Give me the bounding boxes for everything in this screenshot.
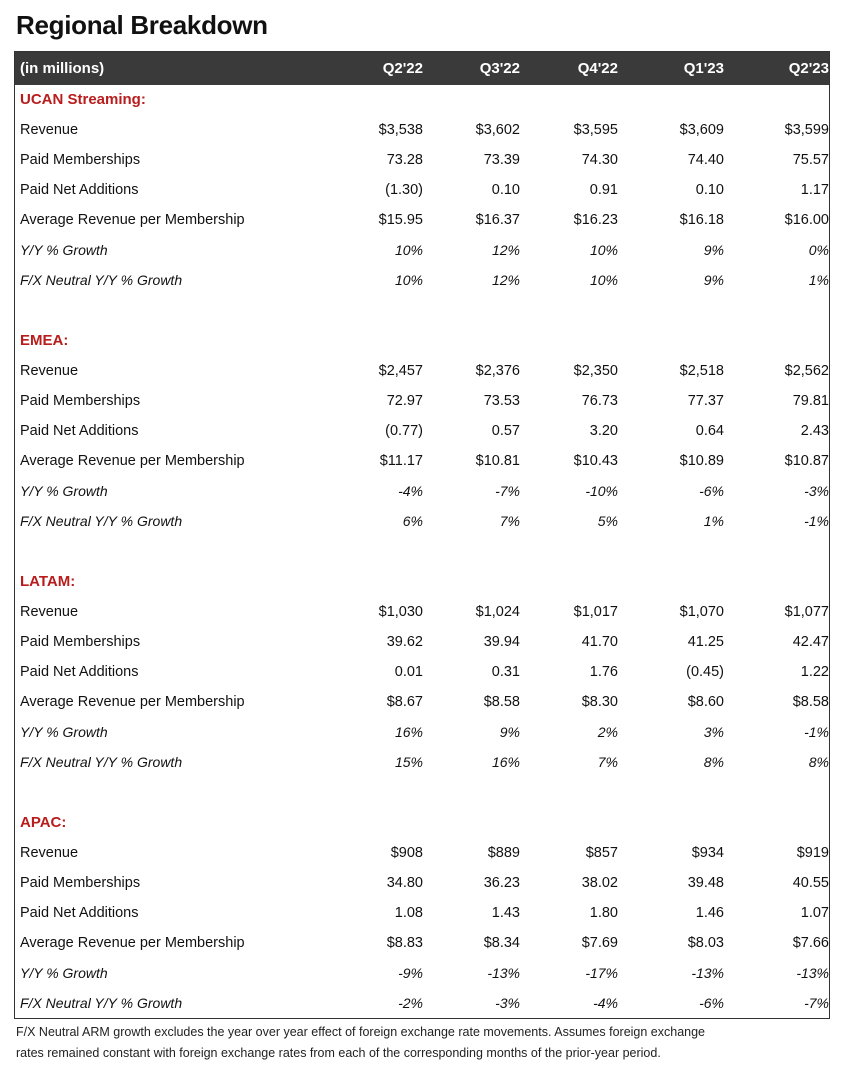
row-label: Paid Net Additions (20, 182, 139, 198)
table-cell: $1,070 (679, 604, 724, 620)
table-cell: 1.76 (589, 664, 618, 680)
table-row (15, 446, 829, 476)
table-cell: 0.31 (491, 664, 520, 680)
row-label: Y/Y % Growth (20, 724, 108, 740)
table-cell: 10% (394, 242, 423, 258)
row-label: Paid Memberships (20, 634, 141, 650)
table-row (15, 958, 829, 988)
row-label: Paid Net Additions (20, 905, 139, 921)
row-label: Y/Y % Growth (20, 483, 108, 499)
table-cell: $3,538 (378, 122, 423, 138)
table-cell: -7% (495, 483, 520, 499)
table-cell: $908 (390, 845, 423, 861)
table-cell: -7% (804, 995, 829, 1011)
table-cell: 7% (499, 513, 520, 529)
table-cell: $16.23 (573, 212, 618, 228)
row-label: Revenue (20, 122, 79, 138)
header-quarter: Q2'23 (788, 60, 829, 77)
row-label: F/X Neutral Y/Y % Growth (20, 754, 183, 770)
row-label: Revenue (20, 604, 79, 620)
table-row (15, 597, 829, 627)
table-cell: $10.89 (679, 453, 724, 469)
table-cell: 8% (808, 754, 829, 770)
table-cell: 0% (808, 242, 829, 258)
table-cell: (0.77) (385, 423, 423, 439)
table-cell: 2% (597, 724, 618, 740)
table-row (15, 898, 829, 928)
table-cell: $11.17 (379, 453, 423, 469)
table-cell: $2,518 (679, 363, 724, 379)
table-cell: $2,457 (378, 363, 423, 379)
section-title: EMEA: (20, 332, 69, 349)
table-row (15, 145, 829, 175)
table-row (15, 988, 829, 1018)
table-cell: $857 (585, 845, 618, 861)
header-quarter: Q1'23 (683, 60, 724, 77)
table-row (15, 386, 829, 416)
table-cell: 0.10 (491, 182, 520, 198)
table-cell: 40.55 (792, 875, 829, 891)
table-cell: 5% (597, 513, 618, 529)
footnote-line: rates remained constant with foreign exchange rates from each of the corresponding months of the prior-year period. (16, 1046, 661, 1060)
table-cell: 0.10 (695, 182, 724, 198)
table-cell: $8.67 (386, 694, 423, 710)
table-cell: -13% (487, 965, 520, 981)
table-cell: 1.22 (800, 664, 829, 680)
table-cell: 16% (394, 724, 423, 740)
table-cell: $1,077 (784, 604, 829, 620)
row-label: Paid Net Additions (20, 664, 139, 680)
table-cell: 3% (703, 724, 724, 740)
table-cell: -4% (593, 995, 618, 1011)
table-cell: $10.87 (784, 453, 829, 469)
table-cell: 1.17 (800, 182, 829, 198)
table-row (15, 506, 829, 536)
row-label: Revenue (20, 363, 79, 379)
section-title: APAC: (20, 814, 67, 831)
table-cell: 41.25 (687, 634, 724, 650)
table-cell: 39.62 (386, 634, 423, 650)
table-cell: $8.03 (687, 935, 724, 951)
table-cell: 38.02 (581, 875, 618, 891)
row-label: Paid Memberships (20, 152, 141, 168)
table-row (15, 627, 829, 657)
table-cell: $3,595 (573, 122, 618, 138)
table-cell: 1.46 (695, 905, 724, 921)
table-row (15, 235, 829, 265)
table-cell: 10% (589, 272, 618, 288)
table-row (15, 928, 829, 958)
table-cell: 73.28 (386, 152, 423, 168)
table-row (15, 657, 829, 687)
table-cell: 42.47 (792, 634, 829, 650)
row-label: Paid Memberships (20, 875, 141, 891)
table-cell: (1.30) (385, 182, 423, 198)
table-cell: $934 (691, 845, 724, 861)
table-row (15, 356, 829, 386)
table-cell: 1.08 (394, 905, 423, 921)
section-title: LATAM: (20, 573, 76, 590)
table-cell: $16.37 (475, 212, 520, 228)
table-cell: 75.57 (792, 152, 829, 168)
section-spacer (15, 295, 829, 326)
table-cell: 0.64 (695, 423, 724, 439)
table-cell: $2,562 (784, 363, 829, 379)
table-cell: $919 (796, 845, 829, 861)
table-cell: 72.97 (386, 393, 423, 409)
table-cell: $1,017 (573, 604, 618, 620)
table-cell: 1.07 (800, 905, 829, 921)
table-cell: 36.23 (483, 875, 520, 891)
table-cell: $16.00 (784, 212, 829, 228)
table-cell: 0.91 (589, 182, 618, 198)
table-cell: 77.37 (687, 393, 724, 409)
table-cell: 9% (499, 724, 520, 740)
table-cell: 9% (703, 242, 724, 258)
table-header (15, 52, 829, 85)
table-cell: -10% (585, 483, 618, 499)
row-label: Y/Y % Growth (20, 242, 108, 258)
footnote (16, 1022, 836, 1064)
table-cell: $10.81 (475, 453, 520, 469)
table-cell: 12% (491, 242, 520, 258)
table-row (15, 747, 829, 777)
row-label: Paid Memberships (20, 393, 141, 409)
row-label: Average Revenue per Membership (20, 453, 245, 469)
table-cell: 74.40 (687, 152, 724, 168)
table-cell: 8% (703, 754, 724, 770)
row-label: F/X Neutral Y/Y % Growth (20, 995, 183, 1011)
table-cell: 7% (597, 754, 618, 770)
table-row (15, 416, 829, 446)
table-cell: 3.20 (589, 423, 618, 439)
table-cell: 74.30 (581, 152, 618, 168)
row-label: Y/Y % Growth (20, 965, 108, 981)
table-cell: -3% (495, 995, 520, 1011)
table-cell: 6% (402, 513, 423, 529)
table-cell: $8.30 (581, 694, 618, 710)
table-cell: -9% (398, 965, 423, 981)
table-cell: 9% (703, 272, 724, 288)
table-cell: 1.80 (589, 905, 618, 921)
table-cell: -4% (398, 483, 423, 499)
row-label: Paid Net Additions (20, 423, 139, 439)
table-row (15, 717, 829, 747)
table-cell: $2,350 (573, 363, 618, 379)
table-row (15, 115, 829, 145)
header-quarter: Q4'22 (577, 60, 618, 77)
row-label: Average Revenue per Membership (20, 212, 245, 228)
table-cell: -6% (699, 483, 724, 499)
row-label: F/X Neutral Y/Y % Growth (20, 272, 183, 288)
table-cell: -13% (796, 965, 829, 981)
table-cell: (0.45) (686, 664, 724, 680)
table-cell: -17% (585, 965, 618, 981)
table-cell: $8.60 (687, 694, 724, 710)
table-cell: 10% (589, 242, 618, 258)
table-cell: $8.58 (792, 694, 829, 710)
table-cell: $1,024 (475, 604, 520, 620)
table-cell: $15.95 (378, 212, 423, 228)
table-cell: $3,602 (475, 122, 520, 138)
header-quarter: Q2'22 (382, 60, 423, 77)
regional-breakdown-table (14, 51, 830, 1019)
table-cell: $889 (487, 845, 520, 861)
row-label: Average Revenue per Membership (20, 935, 245, 951)
header-quarter: Q3'22 (479, 60, 520, 77)
table-body (15, 85, 829, 1018)
table-cell: $16.18 (679, 212, 724, 228)
table-cell: -3% (804, 483, 829, 499)
row-label: Revenue (20, 845, 79, 861)
table-cell: 39.48 (687, 875, 724, 891)
table-cell: 1% (703, 513, 724, 529)
table-cell: $8.58 (483, 694, 520, 710)
table-row (15, 476, 829, 506)
table-cell: -2% (398, 995, 423, 1011)
section-spacer (15, 777, 829, 808)
header-units-label: (in millions) (20, 60, 105, 77)
table-row (15, 175, 829, 205)
table-cell: $3,609 (679, 122, 724, 138)
table-row (15, 868, 829, 898)
table-row (15, 838, 829, 868)
table-cell: 39.94 (483, 634, 520, 650)
table-cell: 79.81 (792, 393, 829, 409)
table-cell: $8.34 (483, 935, 520, 951)
section-spacer (15, 536, 829, 567)
footnote-line: F/X Neutral ARM growth excludes the year over year effect of foreign exchange rate movements. Assumes foreign exchange (16, 1025, 706, 1039)
page-title: Regional Breakdown (16, 10, 268, 40)
table-cell: -1% (804, 724, 829, 740)
table-cell: 73.39 (483, 152, 520, 168)
table-cell: 0.01 (394, 664, 423, 680)
table-cell: -6% (699, 995, 724, 1011)
table-row (15, 265, 829, 295)
row-label: Average Revenue per Membership (20, 694, 245, 710)
table-cell: $7.66 (792, 935, 829, 951)
table-cell: 1.43 (491, 905, 520, 921)
table-row (15, 205, 829, 235)
table-cell: 10% (394, 272, 423, 288)
table-cell: 73.53 (483, 393, 520, 409)
table-cell: 76.73 (581, 393, 618, 409)
table-cell: $8.83 (386, 935, 423, 951)
table-cell: $10.43 (573, 453, 618, 469)
table-cell: 2.43 (800, 423, 829, 439)
table-cell: 1% (808, 272, 829, 288)
table-cell: -13% (691, 965, 724, 981)
table-cell: 34.80 (386, 875, 423, 891)
table-cell: $1,030 (378, 604, 423, 620)
table-cell: -1% (804, 513, 829, 529)
table-cell: 41.70 (581, 634, 618, 650)
row-label: F/X Neutral Y/Y % Growth (20, 513, 183, 529)
table-cell: 12% (491, 272, 520, 288)
section-title: UCAN Streaming: (20, 91, 146, 108)
table-row (15, 687, 829, 717)
table-cell: $7.69 (581, 935, 618, 951)
table-cell: 0.57 (491, 423, 520, 439)
table-cell: $2,376 (475, 363, 520, 379)
table-cell: $3,599 (784, 122, 829, 138)
table-cell: 15% (394, 754, 423, 770)
table-cell: 16% (491, 754, 520, 770)
